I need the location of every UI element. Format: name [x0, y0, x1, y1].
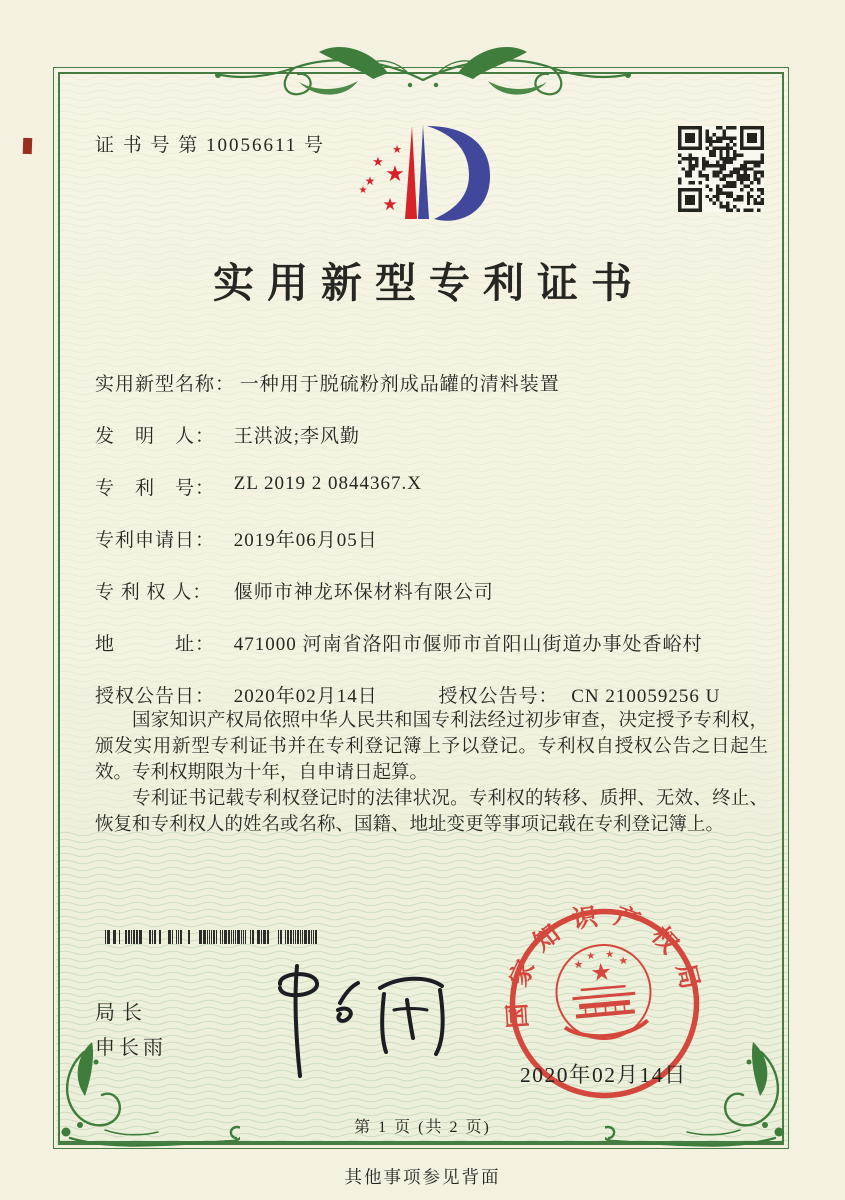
field-row-inventor — [95, 421, 775, 473]
field-row-patentee — [95, 577, 775, 629]
field-label: 专 利 号： — [95, 478, 216, 499]
svg-text:★: ★ — [385, 162, 405, 187]
seal-text: 国家知识产权局 — [503, 901, 707, 1030]
legal-paragraph-1: 国家知识产权局依照中华人民共和国专利法经过初步审查，决定授予专利权，颁发实用新型专利证书并在专利登记簿上予以登记。专利权自授权公告之日起生效。专利权期限为十年，自申请日起算。 — [95, 711, 768, 783]
top-flourish-ornament — [158, 28, 688, 108]
legal-text — [95, 708, 768, 838]
patent-fields — [95, 369, 775, 733]
svg-text:★: ★ — [617, 953, 629, 968]
page-number: 第 1 页 (共 2 页) — [354, 1119, 491, 1136]
field-label: 专 利 权 人： — [95, 582, 213, 603]
field-value: ZL 2019 2 0844367.X — [233, 473, 422, 494]
svg-text:★: ★ — [573, 957, 584, 972]
grant-date-pair — [95, 686, 439, 707]
scan-registration-mark — [23, 138, 33, 154]
certificate-number: 证 书 号 第 10056611 号 — [95, 135, 326, 156]
svg-text:★: ★ — [392, 143, 402, 156]
back-side-note: 其他事项参见背面 — [344, 1167, 501, 1187]
grant-no-pair — [439, 686, 721, 707]
field-row-address — [95, 629, 775, 681]
svg-text:★: ★ — [358, 185, 368, 196]
field-value: 2019年06月05日 — [233, 530, 378, 551]
svg-text:★: ★ — [585, 950, 596, 963]
svg-text:★: ★ — [604, 948, 615, 961]
field-label: 发 明 人： — [95, 426, 216, 447]
issuer-title: 局长 — [95, 1002, 149, 1024]
svg-text:★: ★ — [364, 174, 376, 188]
field-value: 一种用于脱硫粉剂成品罐的清料装置 — [239, 374, 560, 395]
barcode-icon — [105, 930, 320, 944]
field-value: 471000 河南省洛阳市偃师市首阳山街道办事处香峪村 — [233, 634, 703, 655]
field-value: 偃师市神龙环保材料有限公司 — [233, 582, 494, 603]
grant-date-value: 2020年02月14日 — [233, 686, 378, 707]
field-row-filing-date — [95, 525, 775, 577]
grant-date-label: 授权公告日： — [95, 686, 216, 707]
qr-code-icon — [678, 126, 764, 212]
seal-date: 2020年02月14日 — [520, 1063, 688, 1087]
field-label: 地 址： — [95, 634, 216, 655]
field-row-patent-no — [95, 473, 775, 525]
cnipa-patent-logo-icon — [328, 116, 560, 254]
field-row-name — [95, 369, 775, 421]
grant-no-label: 授权公告号： — [438, 686, 559, 707]
certificate-title: 实用新型专利证书 — [213, 260, 645, 306]
issuer-name: 申长雨 — [95, 1037, 167, 1059]
field-label: 实用新型名称： — [95, 374, 236, 395]
svg-text:★: ★ — [589, 957, 614, 988]
field-value: 王洪波;李风勤 — [233, 426, 361, 447]
field-label: 专利申请日： — [95, 530, 216, 551]
legal-paragraph-2: 专利证书记载专利权登记时的法律状况。专利权的转移、质押、无效、终止、恢复和专利权人的姓名或名称、国籍、地址变更等事项记载在专利登记簿上。 — [95, 789, 768, 835]
svg-text:★: ★ — [372, 155, 384, 170]
handwritten-signature-icon — [222, 948, 462, 1078]
grant-no-value: CN 210059256 U — [571, 686, 721, 707]
svg-text:★: ★ — [382, 195, 398, 215]
